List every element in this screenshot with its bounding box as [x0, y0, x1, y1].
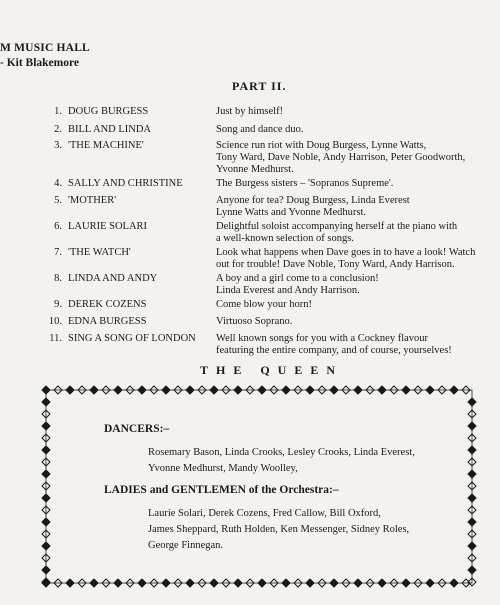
border-diamond	[114, 579, 122, 587]
act-description-line: Lynne Watts and Yvonne Medhurst.	[216, 207, 367, 218]
border-diamond	[426, 579, 434, 587]
border-diamond	[234, 386, 242, 394]
act-description	[216, 106, 496, 118]
act-description	[216, 273, 496, 297]
orchestra-list	[148, 506, 448, 554]
act-description-line: Come blow your horn!	[216, 299, 312, 310]
act-name: EDNA BURGESS	[68, 316, 147, 327]
act-description-line: Song and dance duo.	[216, 124, 304, 135]
border-diamond	[468, 518, 476, 526]
act-description	[216, 247, 496, 271]
act-number: 2.	[54, 124, 62, 135]
border-diamond	[468, 542, 476, 550]
border-diamond	[114, 386, 122, 394]
border-diamond	[42, 566, 50, 574]
border-diamond	[42, 542, 50, 550]
border-diamond	[42, 518, 50, 526]
queen-heading: THE QUEEN	[200, 363, 344, 377]
act-name: 'MOTHER'	[68, 195, 117, 206]
act-name: LAURIE SOLARI	[68, 221, 148, 232]
border-diamond	[354, 386, 362, 394]
act-number: 8.	[54, 273, 62, 284]
header-title: M MUSIC HALL	[0, 42, 90, 54]
border-diamond	[90, 579, 98, 587]
act-name: 'THE WATCH'	[68, 247, 131, 258]
act-description	[216, 140, 496, 176]
border-diamond	[42, 470, 50, 478]
act-description	[216, 333, 496, 357]
part-title: PART II.	[232, 79, 287, 93]
border-diamond	[42, 386, 50, 394]
act-description-line: Well known songs for you with a Cockney flavour	[216, 333, 429, 344]
act-number: 4.	[54, 178, 62, 189]
border-diamond	[210, 386, 218, 394]
act-description	[216, 316, 496, 328]
border-diamond	[42, 398, 50, 406]
act-name: BILL AND LINDA	[68, 124, 152, 135]
border-diamond	[450, 386, 458, 394]
border-diamond	[468, 446, 476, 454]
dancers-heading: DANCERS:–	[104, 423, 170, 435]
border-diamond	[258, 579, 266, 587]
border-diamond	[468, 494, 476, 502]
border-diamond	[402, 579, 410, 587]
act-name: LINDA AND ANDY	[68, 273, 158, 284]
border-diamond	[468, 470, 476, 478]
border-diamond	[306, 386, 314, 394]
header-credit: - Kit Blakemore	[0, 57, 79, 69]
act-description-line: The Burgess sisters – 'Sopranos Supreme'.	[216, 178, 394, 189]
act-description-line: Delightful soloist accompanying herself at the piano with	[216, 221, 458, 232]
orchestra-heading: LADIES and GENTLEMEN of the Orchestra:–	[104, 484, 339, 496]
act-number: 7.	[54, 247, 62, 258]
border-diamond	[42, 422, 50, 430]
border-diamond	[282, 579, 290, 587]
act-description	[216, 221, 496, 245]
act-description-line: featuring the entire company, and of course, yourselves!	[216, 345, 452, 356]
act-description	[216, 124, 496, 136]
act-number: 11.	[49, 333, 62, 344]
border-diamond	[426, 386, 434, 394]
border-diamond	[210, 579, 218, 587]
act-name: DEREK COZENS	[68, 299, 147, 310]
border-diamond	[66, 386, 74, 394]
act-description-line: out for trouble! Dave Noble, Tony Ward, Andy Harrison.	[216, 259, 455, 270]
act-description-line: Anyone for tea? Doug Burgess, Linda Everest	[216, 195, 410, 206]
border-diamond	[66, 579, 74, 587]
border-diamond	[42, 494, 50, 502]
border-diamond	[468, 422, 476, 430]
act-number: 6.	[54, 221, 62, 232]
orchestra-line: James Sheppard, Ruth Holden, Ken Messenger, Sidney Roles,	[148, 524, 410, 535]
dancers-line: Rosemary Bason, Linda Crooks, Lesley Crooks, Linda Everest,	[148, 447, 415, 458]
act-name: SING A SONG OF LONDON	[68, 333, 196, 344]
border-diamond	[138, 579, 146, 587]
border-diamond	[234, 579, 242, 587]
act-number: 3.	[54, 140, 62, 151]
act-description-line: a well-known selection of songs.	[216, 233, 354, 244]
border-diamond	[282, 386, 290, 394]
border-diamond	[162, 386, 170, 394]
act-description	[216, 299, 496, 311]
border-diamond	[450, 579, 458, 587]
act-number: 10.	[48, 316, 62, 327]
orchestra-line: Laurie Solari, Derek Cozens, Fred Callow, Bill Oxford,	[148, 508, 381, 519]
act-description	[216, 195, 496, 219]
act-description-line: Tony Ward, Dave Noble, Andy Harrison, Peter Goodworth,	[216, 152, 466, 163]
act-number: 1.	[54, 106, 62, 117]
dancers-line: Yvonne Medhurst, Mandy Woolley,	[148, 463, 298, 474]
act-description	[216, 178, 496, 190]
act-number: 9.	[54, 299, 62, 310]
border-diamond	[138, 386, 146, 394]
dancers-list	[148, 445, 448, 477]
border-diamond	[306, 579, 314, 587]
border-diamond	[330, 579, 338, 587]
act-description-line: Yvonne Medhurst.	[216, 164, 294, 175]
border-diamond	[402, 386, 410, 394]
border-diamond	[186, 579, 194, 587]
border-diamond	[186, 386, 194, 394]
border-diamond	[378, 579, 386, 587]
act-description-line: Look what happens when Dave goes in to have a look! Watch	[216, 247, 476, 258]
border-diamond	[354, 579, 362, 587]
act-description-line: Science run riot with Doug Burgess, Lynne Watts,	[216, 140, 427, 151]
border-diamond	[90, 386, 98, 394]
act-name: 'THE MACHINE'	[68, 140, 144, 151]
act-description-line: Linda Everest and Andy Harrison.	[216, 285, 360, 296]
act-description-line: Virtuoso Soprano.	[216, 316, 293, 327]
act-name: DOUG BURGESS	[68, 106, 149, 117]
border-diamond	[378, 386, 386, 394]
border-diamond	[468, 566, 476, 574]
act-description-line: A boy and a girl come to a conclusion!	[216, 273, 379, 284]
act-number: 5.	[54, 195, 62, 206]
border-diamond	[42, 446, 50, 454]
border-diamond	[468, 398, 476, 406]
border-diamond	[330, 386, 338, 394]
act-name: SALLY AND CHRISTINE	[68, 178, 183, 189]
border-diamond	[258, 386, 266, 394]
act-description-line: Just by himself!	[216, 106, 284, 117]
border-diamond	[162, 579, 170, 587]
orchestra-line: George Finnegan.	[148, 540, 224, 551]
